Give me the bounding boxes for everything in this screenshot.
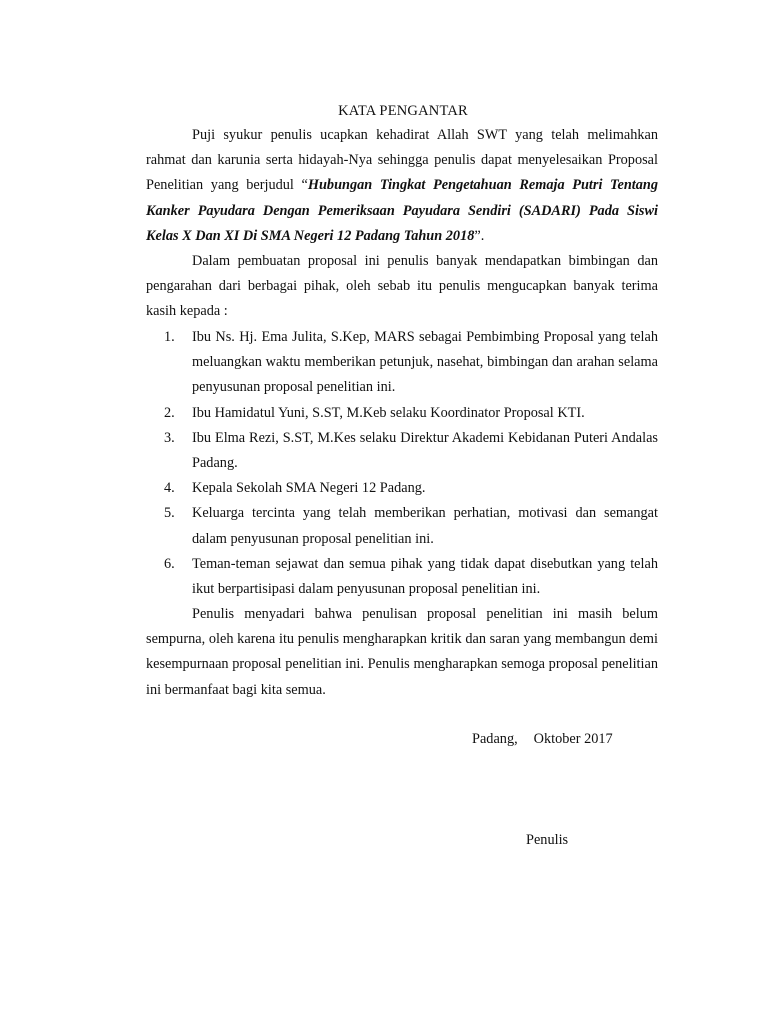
list-item-number: 1. — [164, 329, 175, 345]
list-item — [146, 401, 658, 426]
opening-paragraph — [146, 123, 658, 249]
list-item-text: Ibu Ns. Hj. Ema Julita, S.Kep, MARS sebagai Pembimbing Proposal yang telah meluangkan waktu memberikan petunjuk, nasehat, bimbingan dan arahan selama penyusunan proposal penelitian ini. — [192, 329, 658, 396]
list-item-number: 5. — [164, 505, 175, 522]
list-item-text: Keluarga tercinta yang telah memberikan perhatian, motivasi dan semangat dalam penyusunan proposal penelitian ini. — [192, 505, 658, 547]
signature-label: Penulis — [526, 832, 569, 848]
list-item — [146, 325, 658, 401]
list-item-text: Teman-teman sejawat dan semua pihak yang tidak dapat disebutkan yang telah ikut berpartisipasi dalam penyusunan proposal penelitian ini. — [192, 555, 658, 598]
list-item-number: 3. — [164, 429, 175, 446]
acknowledgement-intro-paragraph: Dalam pembuatan proposal ini penulis banyak mendapatkan bimbingan dan pengarahan dari berbagai pihak, oleh sebab itu penulis mengucapkan banyak terima kasih kepada : — [146, 253, 658, 320]
list-item — [146, 426, 658, 476]
list-item — [146, 501, 658, 551]
acknowledgement-list — [146, 325, 658, 602]
place-date-line — [472, 731, 613, 748]
proposal-title: Hubungan Tingkat Pengetahuan Remaja Putri Tentang Kanker Payudara Dengan Pemeriksaan Payudara Sendiri (SADARI) Pada Siswi Kelas X Dan XI Di SMA Negeri 12 Padang Tahun 2018 — [146, 177, 658, 244]
opening-paragraph-end: ”. — [474, 227, 485, 244]
list-item — [146, 476, 658, 501]
list-item — [146, 552, 658, 602]
closing-paragraph: Penulis menyadari bahwa penulisan proposal penelitian ini masih belum sempurna, oleh karena itu penulis mengharapkan kritik dan saran yang membangun demi kesempurnaan proposal penelitian ini. Penulis mengharapkan semoga proposal penelitian ini bermanfaat bagi kita semua. — [146, 606, 658, 698]
list-item-text: Ibu Hamidatul Yuni, S.ST, M.Keb selaku Koordinator Proposal KTI. — [192, 404, 585, 421]
list-item-number: 4. — [164, 480, 175, 497]
list-item-text: Ibu Elma Rezi, S.ST, M.Kes selaku Direktur Akademi Kebidanan Puteri Andalas Padang. — [192, 429, 658, 472]
opening-paragraph-text: Puji syukur penulis ucapkan kehadirat Allah SWT yang telah melimahkan rahmat dan karunia serta hidayah-Nya sehingga penulis dapat menyelesaikan Proposal Penelitian yang berjudul “ — [146, 127, 658, 194]
closing-date: Oktober 2017 — [533, 731, 613, 747]
list-item-text: Kepala Sekolah SMA Negeri 12 Padang. — [192, 480, 426, 497]
closing-place: Padang, — [472, 731, 518, 747]
list-item-number: 2. — [164, 404, 175, 421]
page-title: KATA PENGANTAR — [338, 103, 468, 119]
list-item-number: 6. — [164, 555, 175, 572]
